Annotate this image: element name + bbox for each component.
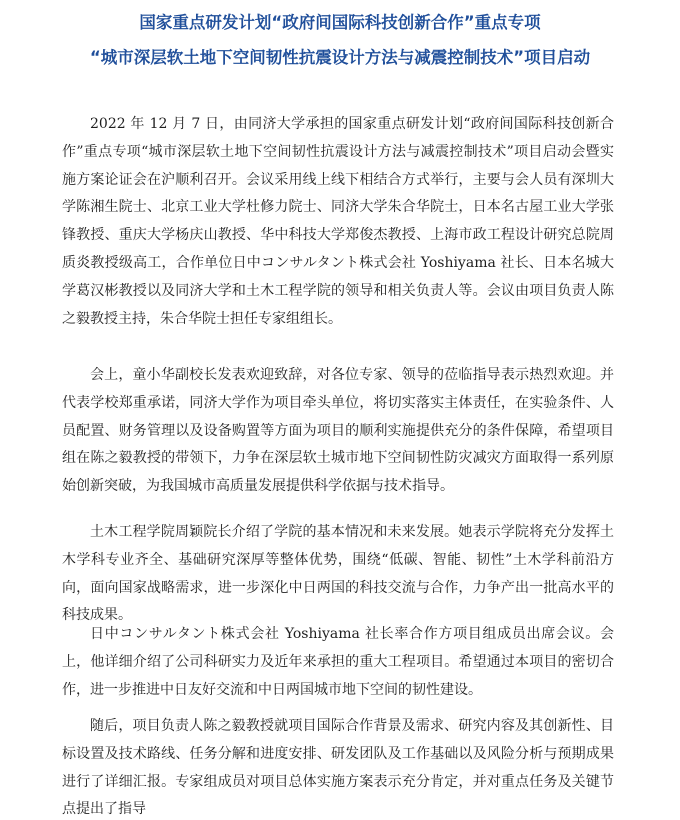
paragraph-3: 土木工程学院周颖院长介绍了学院的基本情况和未来发展。她表示学院将充分发挥土木学科专业齐全、基础研究深厚等整体优势，围绕“低碳、智能、韧性”土木学科前沿方向，面向国家战略需求，进一步深化中日两国的科技交流与合作，力争产出一批高水平的科技成果。 [62, 524, 614, 624]
paragraph-5: 随后，项目负责人陈之毅教授就项目国际合作背景及需求、研究内容及其创新性、目标设置及技术路线、任务分解和进度安排、研发团队及工作基础以及风险分析与预期成果进行了详细汇报。专家组成员对项目总体实施方案表示充分肯定，并对重点任务及关键节点提出了指导 [62, 718, 614, 818]
paragraph-4: 日中コンサルタント株式会社 Yoshiyama 社长率合作方项目组成员出席会议。会上，他详细介绍了公司科研实力及近年来承担的重大工程项目。希望通过本项目的密切合作，进一步推进中日友好交流和中日两国城市地下空间的韧性建设。 [62, 626, 614, 698]
paragraph-2: 会上，童小华副校长发表欢迎致辞，对各位专家、领导的莅临指导表示热烈欢迎。并代表学校郑重承诺，同济大学作为项目牵头单位，将切实落实主体责任，在实验条件、人员配置、财务管理以及设备购置等方面为项目的顺利实施提供充分的条件保障，希望项目组在陈之毅教授的带领下，力争在深层软土城市地下空间韧性防灾减灾方面取得一系列原始创新突破，为我国城市高质量发展提供科学依据与技术指导。 [62, 367, 614, 495]
document-title-line-1: 国家重点研发计划“政府间国际科技创新合作”重点专项 [139, 13, 541, 32]
paragraph-1: 2022 年 12 月 7 日，由同济大学承担的国家重点研发计划“政府间国际科技创新合作”重点专项“城市深层软土地下空间韧性抗震设计方法与减震控制技术”项目启动会暨实施方案论证会在沪顺利召开。会议采用线上线下相结合方式举行，主要与会人员有深圳大学陈湘生院士、北京工业大学杜修力院士、同济大学朱合华院士，日本名古屋工业大学张锋教授、重庆大学杨庆山教授、华中科技大学郑俊杰教授、上海市政工程设计研究总院周质炎教授级高工，合作单位日中コンサルタント株式会社 Yoshiyama 社长、日本名城大学葛汉彬教授以及同济大学和土木工程学院的领导和相关负责人等。会议由项目负责人陈之毅教授主持，朱合华院士担任专家组组长。 [62, 116, 614, 327]
document-title-line-2: “城市深层软土地下空间韧性抗震设计方法与减震控制技术”项目启动 [89, 48, 591, 67]
